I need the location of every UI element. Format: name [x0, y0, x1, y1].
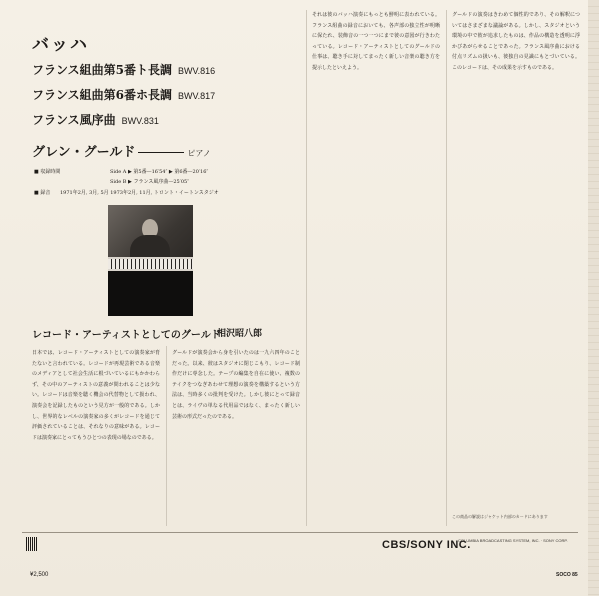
- essay-column-3: それは彼のバッハ演奏にもっとも鮮明に表われている。フランス組曲の録音においても、各声部の独立性が明晰に保たれ、装飾音の一つ一つにまで彼の意図が行きわたっている。レコード・アーティストとしてのグールドの仕事は、聴き手に対してまったく新しい音楽の聴き方を提示したといえよう。: [312, 12, 440, 71]
- barcode-icon: [26, 537, 38, 551]
- recording-label: ■ 録音: [34, 190, 51, 196]
- photo-keys: [108, 259, 193, 269]
- side-b-timing: Side B ▶ フランス風序曲—25′05″: [110, 179, 190, 185]
- work-3: [32, 111, 159, 128]
- work-1-name: フランス組曲第5番ト長調: [32, 63, 172, 77]
- essay-column-2: グールドが演奏会から身を引いたのは一九六四年のことだった。以来、彼はスタジオに閉じこもり、レコード制作だけに専念した。テープの編集を自在に使い、複数のテイクをつなぎあわせて理想の演奏を構築するという方法は、当時多くの批判を受けた。しかし彼にとって録音とは、ライヴの単なる代用品ではなく、まったく新しい芸術の形式だったのである。: [172, 350, 300, 420]
- photo-piano-body: [108, 271, 193, 316]
- work-2-bwv: BWV.817: [178, 91, 216, 101]
- essay-column-1: 日本では、レコード・アーティストとしての演奏家が育たないと言われている。レコードが再現芸術である音楽のメディアとして社会生活に根づいているにもかかわらず、その中のアーティストの意義が問われることは少ない。レコードは音楽を聴く機会の代替物として扱われ、演奏会を記録したものという見方が一般的である。しかし、世界的なレベルの演奏家の多くがレコードを通じて評価されていることは、それなりの意味がある。レコードは演奏家にとってもうひとつの表現の場なのである。: [32, 350, 160, 441]
- timing-label: ■ 収録時間: [34, 169, 61, 175]
- essay-column-4: グールドの演奏はきわめて個性的であり、その解釈についてはさまざまな議論がある。しかし、スタジオという環境の中で彼が追求したものは、作品の構造を透明に浮かびあがらせることであった。フランス風序曲における付点リズムの扱いも、彼独自の見識にもとづいている。このレコードは、その成果を示すものである。: [452, 12, 580, 71]
- side-a-timing: Side A ▶ 第5番—16′54″ ▶ 第6番—20′16″: [110, 169, 209, 175]
- price: ¥2,500: [30, 572, 49, 578]
- work-3-name: フランス風序曲: [32, 113, 116, 127]
- work-1-bwv: BWV.816: [178, 66, 216, 76]
- column-divider: [306, 10, 307, 526]
- instrument: ピアノ: [187, 149, 211, 158]
- catalog-code: SOCO 85: [556, 572, 578, 578]
- distributor: COLUMBIA BROADCASTING SYSTEM, INC. · SONY CORP.: [458, 538, 568, 543]
- work-2-name: フランス組曲第6番ホ長調: [32, 88, 172, 102]
- pianist-photo: [108, 205, 193, 316]
- footer-rule: [22, 532, 578, 533]
- sleeve-edge: [588, 0, 599, 596]
- work-2: [32, 86, 215, 103]
- performer-name: グレン・グールド: [32, 145, 136, 160]
- essay-author: 相沢昭八郎: [217, 329, 263, 339]
- label-brand: CBS/SONY INC.: [382, 539, 471, 551]
- column-divider: [446, 10, 447, 526]
- work-3-bwv: BWV.831: [121, 116, 159, 126]
- work-1: [32, 61, 215, 78]
- performer-credit: [32, 141, 211, 160]
- recording-info: 1971年2月, 3月, 5月 1973年2月, 11月, トロント・イートンスタジオ: [60, 190, 219, 196]
- album-title: バッハ: [32, 35, 89, 55]
- credit-rule: [138, 152, 184, 153]
- column-divider: [166, 346, 167, 526]
- notes-location-notice: この商品の解説はジャケット内部のカードにあります: [452, 514, 548, 519]
- essay-heading: レコード・アーティストとしてのグールド: [32, 330, 221, 341]
